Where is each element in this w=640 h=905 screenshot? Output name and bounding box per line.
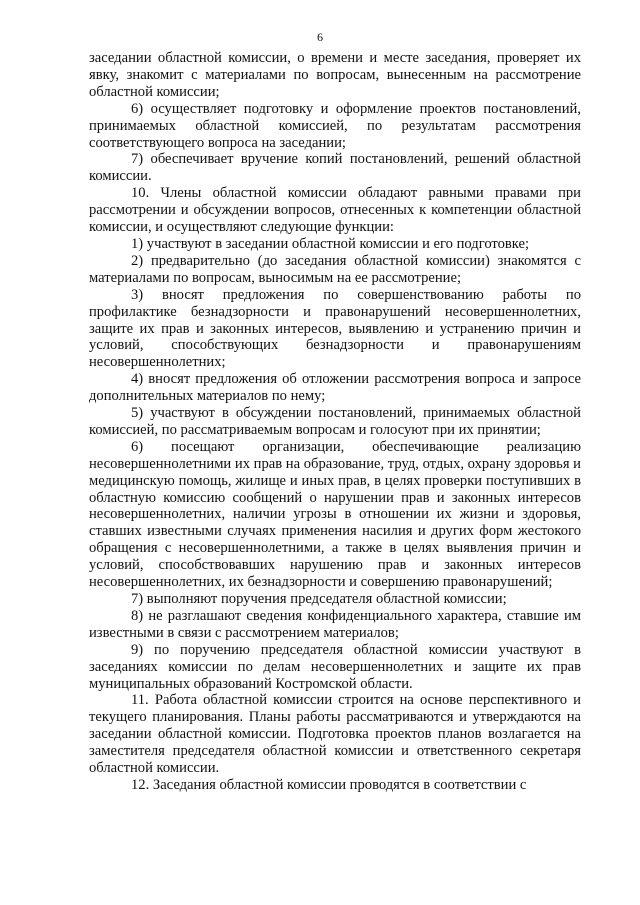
paragraph-section-11: 11. Работа областной комиссии строится на основе перспективного и текущего планирования. Планы работы рассматриваются и утверждаются на заседании областной комиссии. Подготовка проектов планов возлагается на заместителя председателя областной комиссии и ответственного секретаря областной комиссии. [89, 692, 581, 777]
paragraph-item-6-secretary: 6) осуществляет подготовку и оформление проектов постановлений, принимаемых областной комиссией, по результатам рассмотрения соответствующего вопроса на заседании; [89, 100, 581, 151]
page-number: 6 [317, 30, 323, 44]
paragraph-section-12: 12. Заседания областной комиссии проводятся в соответствии с [131, 776, 527, 793]
paragraph-item-3: 3) вносят предложения по совершенствованию работы по профилактике безнадзорности и правонарушений несовершеннолетних, защите их прав и законных интересов, выявлению и устранению причин и условий, способствующих безнадзорности и правонарушениям несовершеннолетних; [89, 286, 581, 371]
paragraph-item-2: 2) предварительно (до заседания областной комиссии) знакомятся с материалами по вопросам, выносимым на ее рассмотрение; [89, 252, 581, 286]
paragraph-item-9: 9) по поручению председателя областной комиссии участвуют в заседаниях комиссии по делам несовершеннолетних и защите их прав муниципальных образований Костромской области. [89, 641, 581, 692]
paragraph-item-5: 5) участвуют в обсуждении постановлений, принимаемых областной комиссией, по рассматриваемым вопросам и голосуют при их принятии; [89, 405, 581, 438]
paragraph-item-7: 7) выполняют поручения председателя областной комиссии; [131, 591, 507, 607]
document-body [89, 50, 581, 794]
paragraph-item-7-secretary: 7) обеспечивает вручение копий постановлений, решений областной комиссии. [89, 151, 581, 185]
paragraph-section-10: 10. Члены областной комиссии обладают равными правами при рассмотрении и обсуждении вопросов, отнесенных к компетенции областной комиссии, и осуществляют следующие функции: [89, 185, 581, 236]
paragraph-item-1: 1) участвуют в заседании областной комиссии и его подготовке; [131, 235, 530, 252]
paragraph-item-4: 4) вносят предложения об отложении рассмотрения вопроса и запросе дополнительных материалов по нему; [89, 371, 581, 405]
paragraph-item-8: 8) не разглашают сведения конфиденциального характера, ставшие им известными в связи с рассмотрением материалов; [89, 607, 581, 641]
paragraph-item-6: 6) посещают организации, обеспечивающие реализацию несовершеннолетними их прав на образование, труд, отдых, охрану здоровья и медицинскую помощь, жилище и иных прав, в целях проверки поступивших в областную комиссию сообщений о нарушении прав и законных интересов несовершеннолетних, наличии угрозы в отношении их жизни и здоровья, ставших известными случаях применения насилия и других форм жестокого обращения с несовершеннолетними, а также в целях выявления причин и условий, способствовавших нарушению прав и законных интересов несовершеннолетних, их безнадзорности и совершению правонарушений; [89, 438, 581, 591]
paragraph-continuation: заседании областной комиссии, о времени и месте заседания, проверяет их явку, знакомит с материалами по вопросам, вынесенным на рассмотрение областной комиссии; [89, 50, 581, 100]
